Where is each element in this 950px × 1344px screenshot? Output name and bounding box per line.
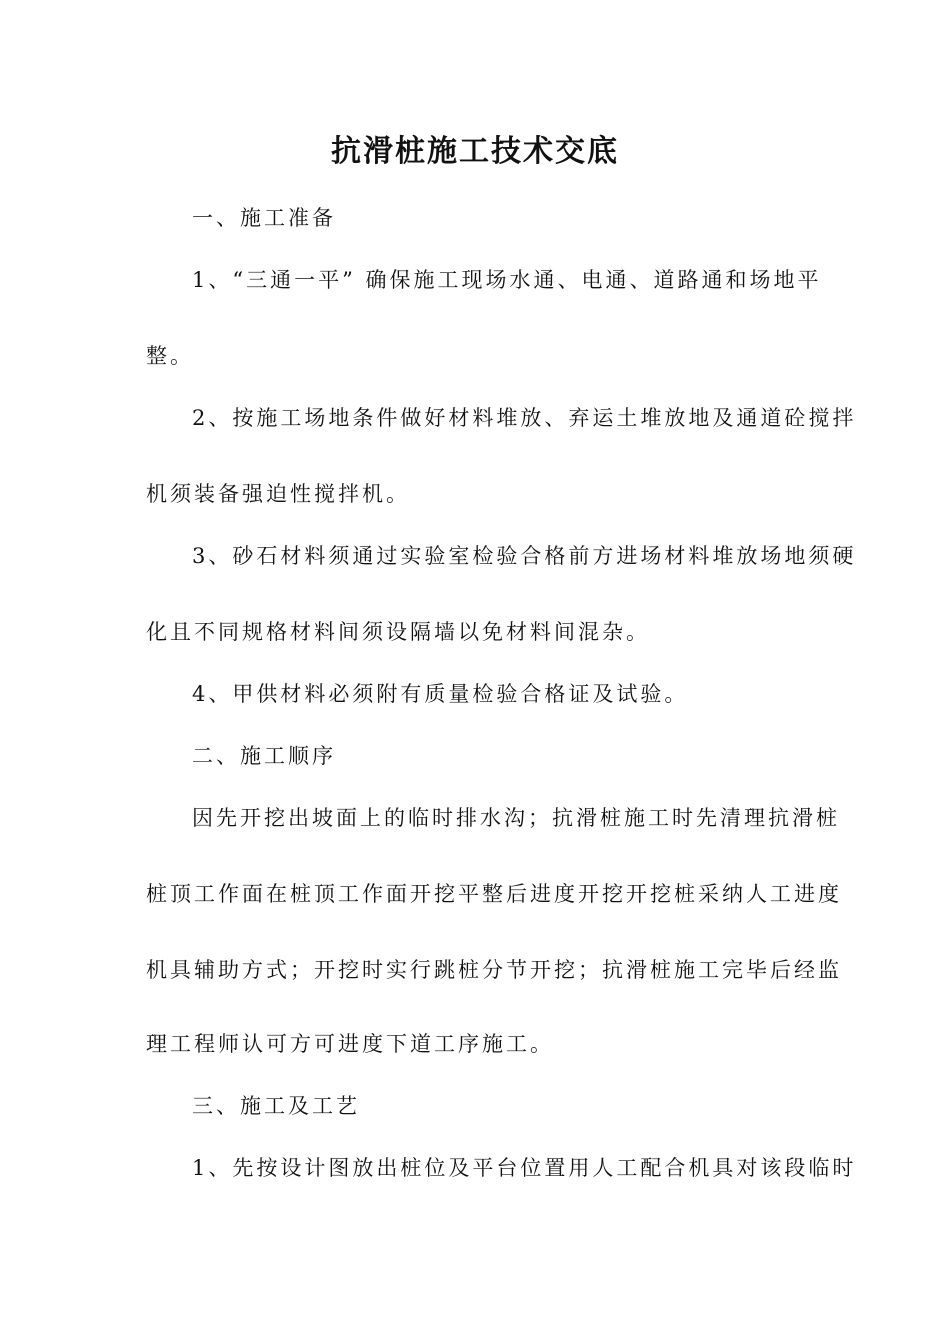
paragraph-line: 因先开挖出坡面上的临时排水沟；抗滑桩施工时先清理抗滑桩 bbox=[192, 806, 840, 830]
paragraph-line: 整。 bbox=[146, 344, 194, 368]
section-heading-process: 三、施工及工艺 bbox=[192, 1094, 360, 1118]
paragraph-line: 机须装备强迫性搅拌机。 bbox=[146, 482, 410, 506]
paragraph-line: 1、先按设计图放出桩位及平台位置用人工配合机具对该段临时 bbox=[192, 1156, 857, 1180]
paragraph-line: 1、“三通一平” 确保施工现场水通、电通、道路通和场地平 bbox=[192, 268, 822, 292]
paragraph-line: 化且不同规格材料间须设隔墙以免材料间混杂。 bbox=[146, 620, 650, 644]
section-heading-preparation: 一、施工准备 bbox=[192, 206, 336, 230]
section-heading-sequence: 二、施工顺序 bbox=[192, 744, 336, 768]
document-title: 抗滑桩施工技术交底 bbox=[331, 134, 619, 169]
paragraph-line: 理工程师认可方可进度下道工序施工。 bbox=[146, 1032, 554, 1056]
paragraph-line: 4、甲供材料必须附有质量检验合格证及试验。 bbox=[192, 682, 689, 706]
paragraph-line: 3、砂石材料须通过实验室检验合格前方进场材料堆放场地须硬 bbox=[192, 544, 857, 568]
paragraph-line: 2、按施工场地条件做好材料堆放、弃运土堆放地及通道砼搅拌 bbox=[192, 406, 857, 430]
paragraph-line: 桩顶工作面在桩顶工作面开挖平整后进度开挖开挖桩采纳人工进度 bbox=[146, 882, 842, 906]
paragraph-line: 机具辅助方式；开挖时实行跳桩分节开挖；抗滑桩施工完毕后经监 bbox=[146, 958, 842, 982]
